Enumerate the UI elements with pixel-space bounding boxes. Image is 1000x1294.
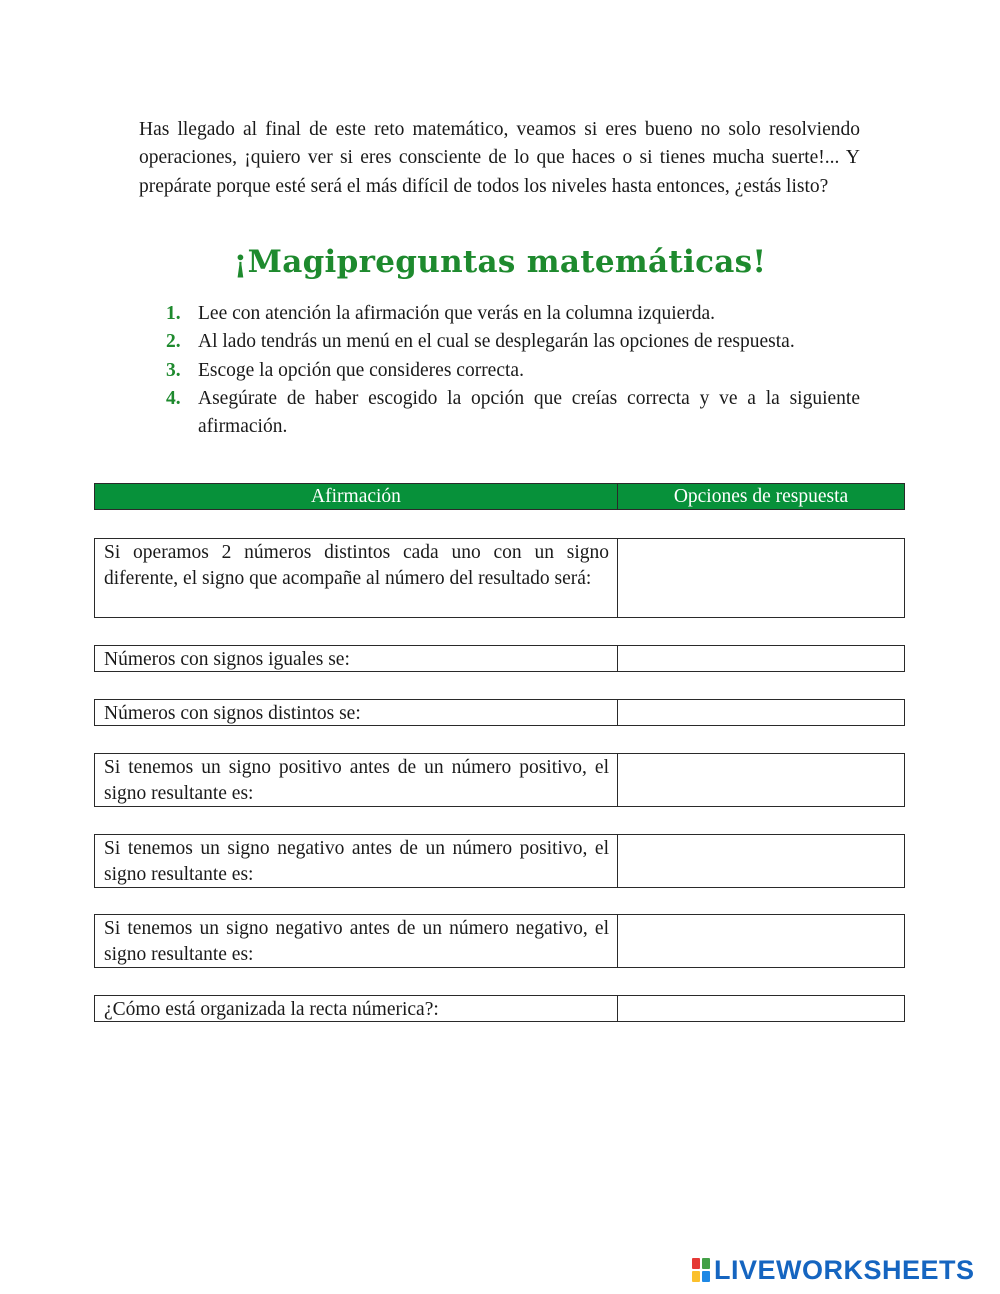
step-number: 4. [166, 387, 181, 409]
table-row [94, 538, 905, 618]
answer-dropdown[interactable] [618, 996, 904, 1021]
logo-blocks-icon [692, 1258, 710, 1282]
table-row [94, 995, 905, 1022]
instruction-item [166, 300, 860, 328]
statement-cell: Si tenemos un signo positivo antes de un número positivo, el signo resultante es: [95, 754, 618, 806]
table-row [94, 834, 905, 888]
statement-cell: Si tenemos un signo negativo antes de un número negativo, el signo resultante es: [95, 915, 618, 967]
step-number: 3. [166, 359, 181, 381]
step-number: 1. [166, 303, 181, 324]
table-row [94, 645, 905, 672]
statement-cell: Números con signos iguales se: [95, 646, 618, 671]
instruction-item [166, 328, 860, 356]
answer-dropdown[interactable] [618, 835, 904, 887]
answer-dropdown[interactable] [618, 754, 904, 806]
step-text: Escoge la opción que consideres correcta. [198, 359, 524, 381]
answer-dropdown[interactable] [618, 539, 904, 617]
instruction-item [166, 385, 860, 442]
instruction-item [166, 357, 860, 385]
table-row [94, 753, 905, 807]
answer-dropdown[interactable] [618, 700, 904, 725]
brand-name: LIVEWORKSHEETS [714, 1254, 975, 1285]
step-text: Lee con atención la afirmación que verás en la columna izquierda. [198, 303, 716, 324]
statement-cell: Si operamos 2 números distintos cada uno con un signo diferente, el signo que acompañe al número del resultado será: [95, 539, 618, 617]
worksheet-title: ¡Magipreguntas matemáticas! [233, 244, 767, 280]
table-row [94, 699, 905, 726]
instructions-list [166, 300, 860, 441]
header-afirmacion: Afirmación [95, 484, 618, 509]
step-text: Asegúrate de haber escogido la opción que creías correcta y ve a la siguiente afirmación. [198, 387, 860, 438]
step-text: Al lado tendrás un menú en el cual se desplegarán las opciones de respuesta. [198, 331, 795, 353]
step-number: 2. [166, 331, 181, 353]
answer-dropdown[interactable] [618, 646, 904, 671]
header-opciones: Opciones de respuesta [673, 486, 849, 507]
statement-cell: ¿Cómo está organizada la recta númerica?: [95, 996, 618, 1021]
intro-paragraph: Has llegado al final de este reto matemático, veamos si eres bueno no solo resolviendo operaciones, ¡quiero ver si eres consciente de lo que haces o si tienes mucha suerte!... Y prepárate porque esté será el más difícil de todos los niveles hasta entonces, ¿estás listo? [139, 119, 860, 197]
answer-dropdown[interactable] [618, 915, 904, 967]
table-row [94, 914, 905, 968]
statement-cell: Si tenemos un signo negativo antes de un número positivo, el signo resultante es: [95, 835, 618, 887]
statement-cell: Números con signos distintos se: [95, 700, 618, 725]
table-header [94, 483, 905, 510]
liveworksheets-logo [692, 1255, 975, 1285]
